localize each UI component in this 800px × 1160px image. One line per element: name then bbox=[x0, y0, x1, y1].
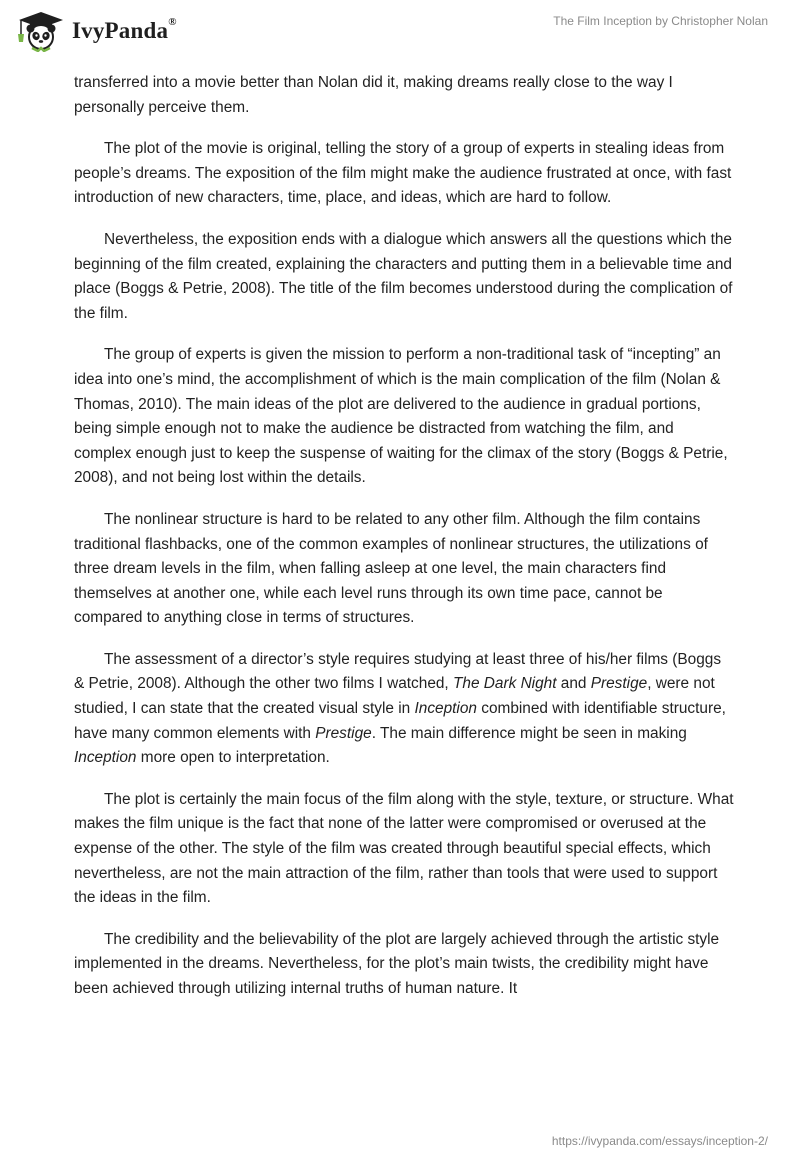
paragraph-2: The plot of the movie is original, telling the story of a group of experts in stealing ideas from people’s dreams. The exposition of the film might make the audience frustrated at once, with fast introduction of new characters, time, place, and ideas, which are hard to follow. bbox=[74, 140, 732, 207]
document-title: The Film Inception by Christopher Nolan bbox=[553, 14, 768, 28]
essay-body bbox=[74, 71, 734, 1019]
paragraph-1: transferred into a movie better than Nolan did it, making dreams really close to the way I personally perceive them. bbox=[74, 74, 673, 116]
paragraph-4: The group of experts is given the mission to perform a non-traditional task of “incepting” an idea into one’s mind, the accomplishment of which is the main complication of the film (Nolan & Thomas, 2010). The main ideas of the plot are delivered to the audience in gradual portions, being simple enough not to make the audience be distracted from watching the film, and complex enough just to keep the suspense of waiting for the climax of the story (Boggs & Petrie, 2008), and not being lost within the details. bbox=[74, 346, 728, 487]
paragraph-6: The assessment of a director’s style requires studying at least three of his/her films (Boggs & Petrie, 2008). Although the other two films I watched, The Dark Night and Prestige, were not studied, I can state that the created visual style in Inception combined with identifiable structure, have many common elements with Prestige. The main difference might be seen in making Inception more open to interpretation. bbox=[74, 650, 726, 767]
panda-graduate-icon bbox=[16, 10, 66, 52]
ivypanda-logo[interactable] bbox=[16, 10, 177, 52]
registered-mark: ® bbox=[168, 16, 177, 28]
logo-text: IvyPanda® bbox=[72, 16, 177, 43]
film-title-prestige: Prestige bbox=[590, 675, 648, 693]
source-url[interactable]: https://ivypanda.com/essays/inception-2/ bbox=[551, 1134, 768, 1148]
film-title-prestige-2: Prestige bbox=[315, 724, 372, 742]
paragraph-8: The credibility and the believability of the plot are largely achieved through the artistic style implemented in the dreams. Nevertheless, for the plot’s main twists, the credibility might have been achieved through utilizing internal truths of human nature. It bbox=[74, 930, 720, 997]
paragraph-3: Nevertheless, the exposition ends with a dialogue which answers all the questions which the beginning of the film created, explaining the characters and putting them in a believable time and place (Boggs & Petrie, 2008). The title of the film becomes understood during the complication of the film. bbox=[74, 230, 733, 322]
film-title-dark-night: The Dark Night bbox=[453, 675, 557, 693]
paragraph-5: The nonlinear structure is hard to be related to any other film. Although the film contains traditional flashbacks, one of the common examples of nonlinear structures, the utilizations of three dream levels in the film, when falling asleep at one level, the main characters find themselves at another one, while each level runs through its own time pace, cannot be compared to anything close in terms of structures. bbox=[74, 510, 708, 627]
film-title-inception: Inception bbox=[414, 700, 477, 718]
paragraph-7: The plot is certainly the main focus of the film along with the style, texture, or structure. What makes the film unique is the fact that none of the latter were compromised or overused at the expense of the other. The style of the film was created through beautiful special effects, which nevertheless, are not the main attraction of the film, rather than tools that were used to support the ideas in the film. bbox=[74, 790, 734, 907]
page-header bbox=[0, 0, 800, 66]
film-title-inception-2: Inception bbox=[74, 749, 137, 767]
